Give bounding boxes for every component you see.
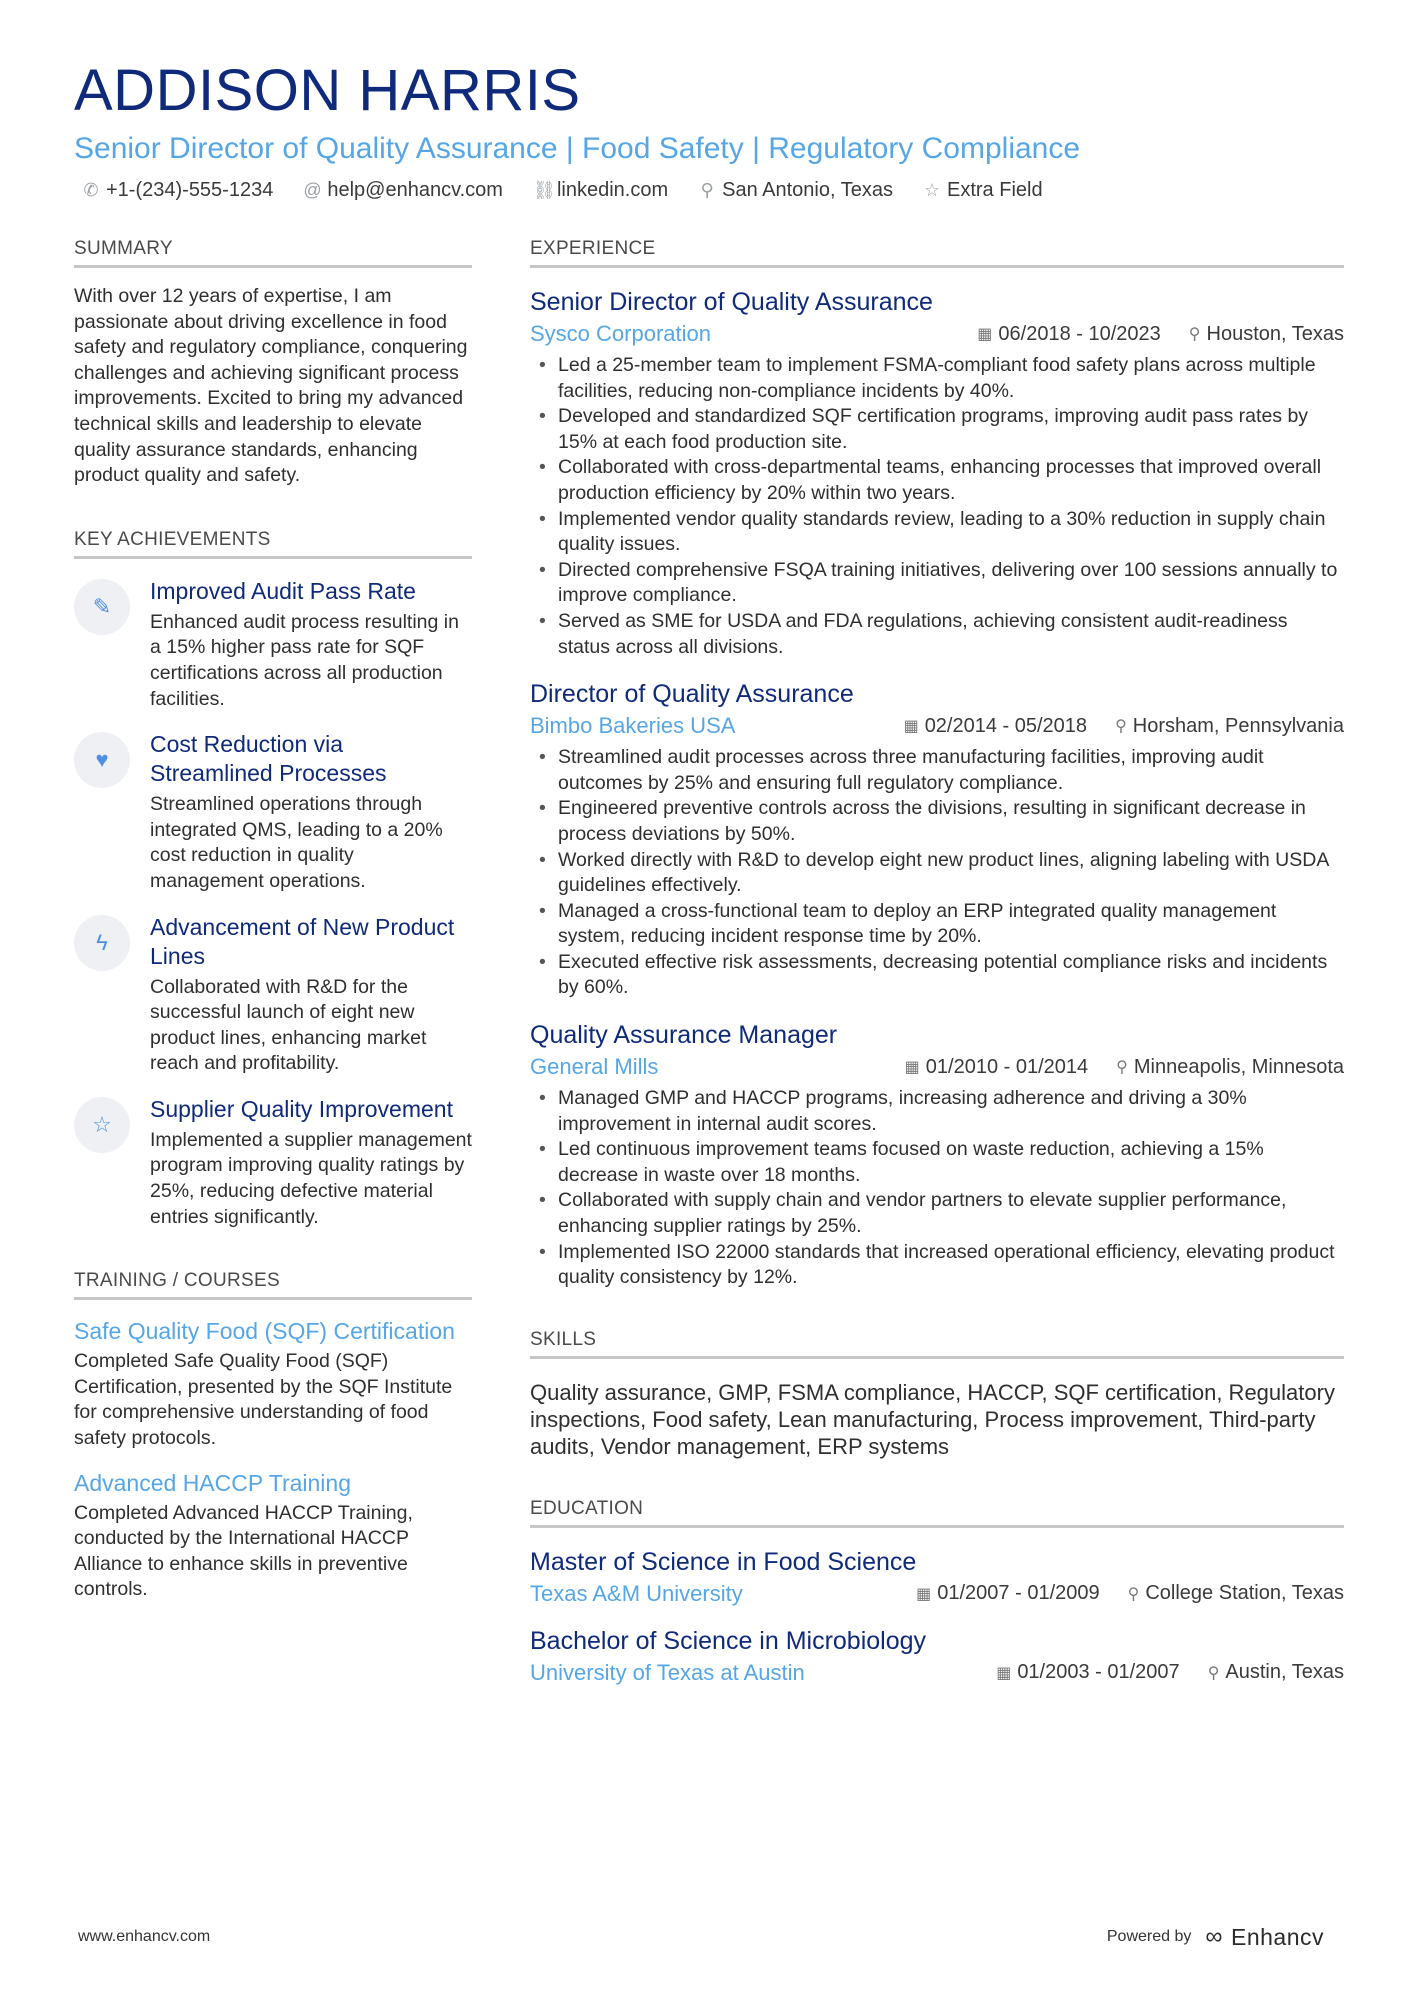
job-title: Quality Assurance Manager	[530, 1021, 838, 1050]
list-item: • Led continuous improvement teams focused on waste reduction, achieving a 15% decrease in waste over 18 months.	[530, 1137, 1344, 1188]
at-icon: @	[303, 180, 322, 200]
contact-phone-text: +1-(234)-555-1234	[106, 179, 274, 201]
course-title: Safe Quality Food (SQF) Certification	[74, 1318, 455, 1345]
contact-linkedin-text: linkedin.com	[556, 179, 669, 201]
location-icon: ⚲	[1127, 1585, 1140, 1603]
education-meta	[530, 1581, 1344, 1607]
heart-icon: ♥	[74, 732, 130, 788]
achievement-desc: Implemented a supplier management program improving quality ratings by 25%, reducing defective material entries significantly.	[150, 1128, 472, 1228]
footer-brand	[1107, 1923, 1324, 1951]
contact-phone[interactable]	[82, 179, 273, 202]
degree-title: Bachelor of Science in Microbiology	[530, 1626, 927, 1655]
achievement-item	[74, 1095, 472, 1230]
achievement-body	[150, 1095, 472, 1230]
degree-title: Master of Science in Food Science	[530, 1547, 917, 1576]
education-location-text: Austin, Texas	[1225, 1661, 1344, 1684]
phone-icon: ✆	[83, 180, 99, 200]
course-desc: Completed Safe Quality Food (SQF) Certification, presented by the SQF Institute for comprehensive understanding of food safety protocols.	[74, 1350, 453, 1450]
job-dates	[904, 715, 1088, 738]
job-location	[1116, 1056, 1344, 1079]
job-location-text: Horsham, Pennsylvania	[1132, 714, 1344, 737]
achievement-body	[150, 577, 472, 712]
company-name: General Mills	[530, 1054, 659, 1080]
skills-text: Quality assurance, GMP, FSMA compliance, HACCP, SQF certification, Regulatory inspections, Food safety, Lean manufacturing, Process improvement, Third-party audits, Vendor management, ERP systems	[530, 1379, 1335, 1459]
education-location	[1208, 1661, 1344, 1684]
calendar-icon: ▦	[977, 326, 993, 343]
job-location-text: Houston, Texas	[1206, 322, 1344, 345]
job-bullets	[530, 1086, 1344, 1291]
list-item: • Implemented ISO 22000 standards that increased operational efficiency, elevating product quality consistency by 12%.	[530, 1240, 1344, 1291]
contact-email-text: help@enhancv.com	[327, 179, 503, 201]
job-title: Senior Director of Quality Assurance	[530, 288, 933, 316]
section-title: KEY ACHIEVEMENTS	[74, 529, 472, 559]
magic-wand-icon: ✎	[74, 579, 130, 635]
infinity-icon: ∞	[1205, 1923, 1223, 1950]
achievement-title: Advancement of New Product Lines	[150, 913, 455, 969]
company-name: Sysco Corporation	[530, 321, 711, 346]
section-title: EXPERIENCE	[530, 238, 1344, 268]
list-item: • Streamlined audit processes across three manufacturing facilities, improving audit outcomes by 25% and ensuring full regulatory compliance.	[530, 745, 1344, 796]
school-name: Texas A&M University	[530, 1580, 743, 1606]
education-location	[1128, 1582, 1344, 1605]
list-item: • Engineered preventive controls across the divisions, resulting in significant decrease in process deviations by 50%.	[530, 796, 1344, 847]
brand-logo[interactable]	[1205, 1923, 1324, 1951]
star-icon: ☆	[74, 1097, 130, 1153]
list-item: • Collaborated with supply chain and vendor partners to elevate supplier performance, enhancing supplier ratings by 25%.	[530, 1188, 1344, 1239]
list-item: • Managed a cross-functional team to deploy an ERP integrated quality management system, reducing incident response time by 20%.	[530, 899, 1344, 950]
job-location	[1189, 323, 1344, 346]
calendar-icon: ▦	[996, 1664, 1012, 1682]
location-icon: ⚲	[1207, 1664, 1220, 1682]
job-dates-text: 01/2010 - 01/2014	[925, 1055, 1089, 1078]
section-title: SKILLS	[530, 1329, 1344, 1359]
list-item: • Implemented vendor quality standards review, leading to a 30% reduction in supply chain quality issues.	[530, 507, 1344, 558]
bolt-icon: ϟ	[74, 915, 130, 971]
achievement-desc: Collaborated with R&D for the successful launch of eight new product lines, enhancing market reach and profitability.	[150, 975, 427, 1075]
course-desc: Completed Advanced HACCP Training, conducted by the International HACCP Alliance to enhance skills in preventive controls.	[74, 1501, 413, 1601]
achievements-section	[74, 529, 472, 1231]
skills-section	[530, 1329, 1344, 1460]
summary-section	[74, 238, 472, 489]
page-footer	[78, 1923, 1324, 1951]
candidate-name: ADDISON HARRIS	[74, 58, 581, 123]
job-meta	[530, 1054, 1344, 1080]
candidate-headline: Senior Director of Quality Assurance | Food Safety | Regulatory Compliance	[74, 132, 1081, 165]
experience-entry	[530, 1019, 1344, 1291]
education-dates	[996, 1661, 1180, 1684]
achievement-title: Improved Audit Pass Rate	[150, 577, 416, 604]
resume-body	[74, 238, 1344, 1724]
education-entry	[530, 1546, 1344, 1607]
location-icon: ⚲	[1188, 326, 1201, 343]
job-dates-text: 02/2014 - 05/2018	[924, 714, 1088, 737]
location-icon: ⚲	[1116, 1059, 1128, 1077]
contact-extra	[923, 179, 1043, 202]
contact-extra-text: Extra Field	[946, 179, 1043, 201]
right-column	[530, 238, 1344, 1724]
education-meta	[530, 1660, 1344, 1686]
job-dates-text: 06/2018 - 10/2023	[998, 322, 1161, 345]
section-title: EDUCATION	[530, 1498, 1344, 1528]
contact-linkedin[interactable]	[533, 179, 668, 202]
education-dates-text: 01/2007 - 01/2009	[937, 1582, 1100, 1605]
list-item: • Directed comprehensive FSQA training initiatives, delivering over 100 sessions annually to improve compliance.	[530, 558, 1344, 609]
achievement-item	[74, 730, 472, 894]
list-item: • Executed effective risk assessments, decreasing potential compliance risks and incidents by 60%.	[530, 950, 1344, 1001]
job-title: Director of Quality Assurance	[530, 680, 854, 709]
section-title: TRAINING / COURSES	[74, 1270, 472, 1300]
experience-entry	[530, 286, 1344, 660]
education-entry	[530, 1625, 1344, 1686]
training-section	[74, 1270, 472, 1603]
link-icon: ⛓	[532, 180, 556, 200]
list-item: • Developed and standardized SQF certification programs, improving audit pass rates by 15% at each food production site.	[530, 404, 1344, 455]
list-item: • Worked directly with R&D to develop eight new product lines, aligning labeling with USDA guidelines effectively.	[530, 848, 1344, 899]
list-item: • Served as SME for USDA and FDA regulations, achieving consistent audit-readiness status across all divisions.	[530, 609, 1344, 660]
job-location	[1115, 715, 1344, 738]
location-icon: ⚲	[700, 180, 714, 200]
course-title: Advanced HACCP Training	[74, 1469, 351, 1496]
footer-website[interactable]: www.enhancv.com	[78, 1928, 211, 1945]
education-dates-text: 01/2003 - 01/2007	[1017, 1661, 1180, 1684]
contact-list	[74, 179, 1344, 202]
achievement-desc: Enhanced audit process resulting in a 15% higher pass rate for SQF certifications across all production facilities.	[150, 610, 459, 710]
school-name: University of Texas at Austin	[530, 1659, 805, 1685]
powered-by-label: Powered by	[1106, 1928, 1192, 1945]
course-item	[74, 1316, 472, 1451]
education-section	[530, 1498, 1344, 1686]
achievement-title: Cost Reduction via Streamlined Processes	[150, 731, 387, 787]
company-name: Bimbo Bakeries USA	[530, 713, 736, 739]
course-item	[74, 1468, 472, 1603]
list-item: • Collaborated with cross-departmental teams, enhancing processes that improved overall production efficiency by 20% within two years.	[530, 455, 1344, 506]
location-icon: ⚲	[1115, 718, 1127, 736]
list-item: • Managed GMP and HACCP programs, increasing adherence and driving a 30% improvement in internal audit scores.	[530, 1086, 1344, 1137]
left-column	[74, 238, 472, 1724]
star-icon: ☆	[923, 180, 941, 200]
job-meta	[530, 321, 1344, 347]
resume-header	[74, 58, 1344, 202]
list-item: • Led a 25-member team to implement FSMA-compliant food safety plans across multiple facilities, reducing non-compliance incidents by 40%.	[530, 353, 1344, 404]
achievement-body	[150, 730, 472, 894]
calendar-icon: ▦	[903, 718, 919, 736]
job-dates	[905, 1056, 1089, 1079]
achievement-item	[74, 913, 472, 1077]
achievement-item	[74, 577, 472, 712]
job-bullets	[530, 745, 1344, 1001]
contact-email[interactable]	[303, 179, 503, 202]
job-meta	[530, 713, 1344, 739]
contact-location-text: San Antonio, Texas	[722, 179, 893, 201]
section-title: SUMMARY	[74, 238, 472, 268]
job-bullets	[530, 353, 1344, 660]
education-dates	[916, 1582, 1100, 1605]
experience-entry	[530, 678, 1344, 1001]
achievement-title: Supplier Quality Improvement	[150, 1095, 453, 1122]
brand-name: Enhancv	[1230, 1923, 1324, 1950]
summary-text: With over 12 years of expertise, I am passionate about driving excellence in food safety and regulatory compliance, conquering challenges and achieving significant process improvements. Excited to bring my advanced technical skills and leadership to elevate quality assurance standards, enhancing product quality and safety.	[74, 285, 468, 487]
calendar-icon: ▦	[904, 1059, 920, 1077]
achievement-desc: Streamlined operations through integrated QMS, leading to a 20% cost reduction in quality management operations.	[150, 793, 443, 892]
achievement-body	[150, 913, 472, 1077]
experience-section	[530, 238, 1344, 1291]
calendar-icon: ▦	[916, 1585, 932, 1603]
job-location-text: Minneapolis, Minnesota	[1133, 1055, 1344, 1078]
education-location-text: College Station, Texas	[1145, 1582, 1344, 1605]
contact-location	[698, 179, 893, 202]
job-dates	[977, 323, 1161, 346]
